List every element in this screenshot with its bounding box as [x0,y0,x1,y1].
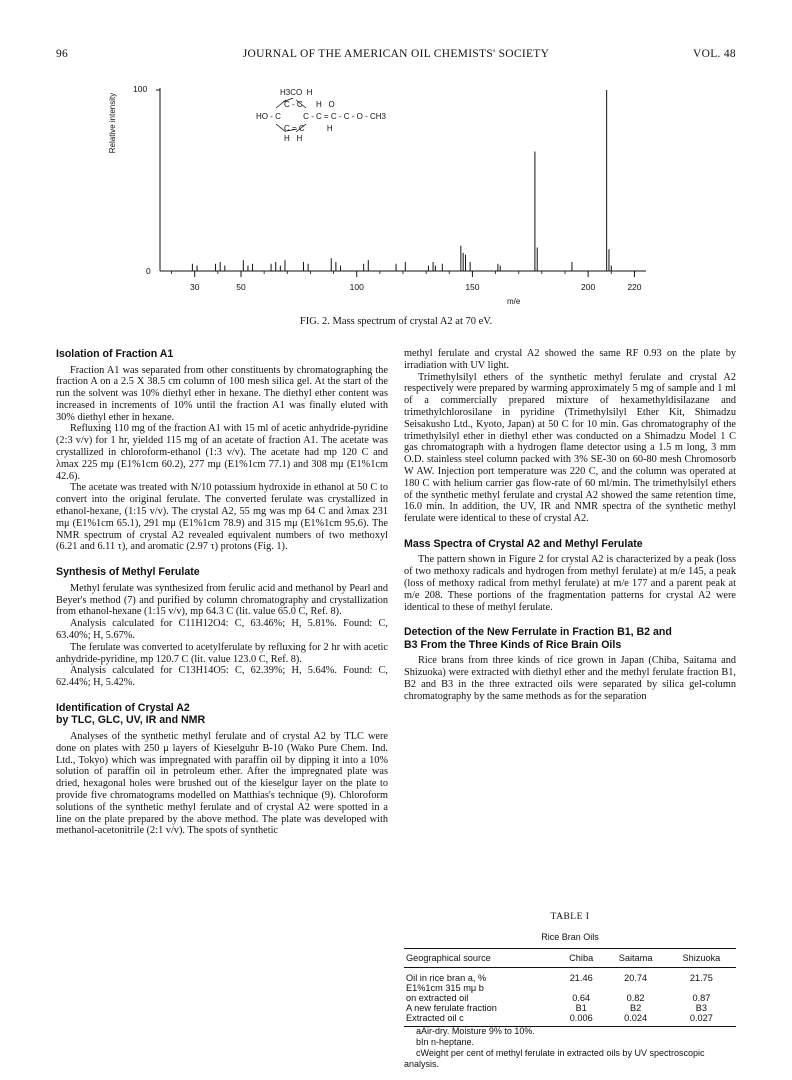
table-row [404,983,736,993]
journal-title: JOURNAL OF THE AMERICAN OIL CHEMISTS' SOCIETY [242,48,550,60]
table-cell: A new ferulate fraction [406,1003,497,1013]
y-tick-0: 0 [146,266,151,276]
table-header: Geographical source [404,949,558,968]
rice-bran-oils-table [404,948,736,1027]
paragraph: Analysis calculated for C13H14O5: C, 62.39%; H, 5.64%. Found: C, 62.44%; H, 5.42%. [56,665,388,689]
structure-line-4: C = C H [284,124,333,133]
x-tick-label: 30 [189,282,200,292]
paragraph: Rice brans from three kinds of rice grown in Japan (Chiba, Saitama and Shizuoka) were extracted with diethyl ether and the methyl ferulate fraction B1, B2 and B3 in the three extracted oils were separated by silica gel-column chromatography by the same methods as for the separation [404,655,736,702]
table-cell [604,983,666,993]
section-title-mass-spectra: Mass Spectra of Crystal A2 and Methyl Ferulate [404,537,643,550]
table-cell: 0.87 [692,993,711,1003]
section-title-detection: Detection of the New Ferrulate in Fraction B1, B2 and [404,626,672,639]
paragraph: Refluxing 110 mg of the fraction A1 with 15 ml of acetic anhydride-pyridine (2:3 v/v) for 1 hr, yielded 115 mg of an acetate of fraction A1. The acetate was crystallized in chloroform-ethanol (1:3 v/v). The acetate had mp 120 C and λmax 225 mμ (E1%1cm 60.2), 277 mμ (E1%1cm 77.1) and 308 mμ (E1%1cm 42.6). [56,423,388,482]
structure-line-2: C - C H O [284,100,335,109]
x-tick-label: 100 [349,282,364,292]
x-tick-label: 200 [581,282,596,292]
section-title-detection-line-2: B3 From the Three Kinds of Rice Brain Oils [404,638,622,651]
table-cell: E1%1cm 315 mμ b [406,983,484,993]
volume-label: VOL. 48 [693,48,736,60]
table-cell: 0.027 [667,1013,736,1027]
page-number: 96 [56,48,69,60]
table-header: Shizuoka [667,949,736,968]
structure-line-1: H3CO H [280,88,313,97]
table-footnotes [404,1026,736,1070]
right-column [404,348,736,703]
structure-line-3: HO - C C - C = C - C - O - CH3 [256,112,387,121]
table-footnote: aAir-dry. Moisture 9% to 10%. [416,1026,535,1036]
table-cell: 21.46 [569,973,593,983]
figure-caption: FIG. 2. Mass spectrum of crystal A2 at 70 eV. [299,316,493,327]
mass-spectrum-chart [0,0,792,320]
table-cell [558,983,604,993]
table-cell: 0.024 [604,1013,666,1027]
table-row [404,993,736,1003]
left-column [56,348,388,837]
table-row [404,1013,736,1027]
section-title-isolation: Isolation of Fraction A1 [56,348,174,360]
paragraph: Trimethylsilyl ethers of the synthetic methyl ferulate and crystal A2 respectively were prepared by warming approximately 5 mg of sample and 1 ml of a commercially prepared mixture of hexamethyldisilazane and trimethylchlorosilane in pyridine (Trimethylsilyl Ether Kit, Shimadzu Seisakusho Ltd., Kyoto, Japan) at 50 C for 10 min. Gas chromatography of the trimethylsilyl ether in diethyl ether was conducted on a Shimadzu Model 1 C gas chromatograph with a hydrogen flame detector using a 1.5 m long, 3 mm O.D. stainless steel column packed with 3% SE-30 on 60-80 mesh Chromosorb W AW. Injection port temperature was 220 C, and the column was operated at 180 C with helium carrier gas flow-rate of 60 ml/min. The trimethylsilyl ethers of the synthetic methyl ferulate and crystal A2 showed the same retention time, 16.0 min. In addition, the UV, IR and NMR spectra of the synthetic methyl ferulate were identical to these of crystal A2. [404,371,736,525]
table-cell: B3 [695,1003,708,1013]
table-header: Saitama [604,949,666,968]
section-title-synthesis: Synthesis of Methyl Ferulate [56,566,200,579]
table-header: Chiba [558,949,604,968]
section-title-identification-line-2: by TLC, GLC, UV, IR and NMR [56,714,206,727]
table-row [404,968,736,984]
x-tick-label: 150 [465,282,480,292]
table-header-row [404,949,736,968]
table-cell: 20.74 [624,973,648,983]
table-cell: on extracted oil [406,993,469,1003]
table-title: Rice Bran Oils [541,932,599,942]
paragraph: methyl ferulate and crystal A2 showed the same RF 0.93 on the plate by irradiation with UV light. [404,348,736,371]
x-tick-label: 50 [236,282,246,292]
x-axis-label: m/e [507,297,521,306]
structure-formula [256,88,456,148]
table-cell [667,983,736,993]
table-cell: B1 [575,1003,587,1013]
paragraph: Analyses of the synthetic methyl ferulate and of crystal A2 by TLC were done on plates with 250 μ layers of Kieselguhr B-10 (Wako Pure Chem. Ind. Ltd., Tokyo) which was impregnated with paraffin oil by dipping it into a 10% solution of paraffin oil in petroleum ether. After the impregnated plate was dried, hexagonal holes were brushed out of the kieselgur layer on the plate to provide five chromatograms modelled on Matthias's technique (9). Chloroform solutions of the synthetic methyl ferulate and of crystal A2 were spotted in a line on the plate prepared by the above method. The plate was developed with methanol-acetonitrile (2:1 v/v). The spots of synthetic [56,730,388,837]
table-cell: Extracted oil c [404,1013,558,1027]
y-tick-100: 100 [133,84,148,94]
paragraph: Methyl ferulate was synthesized from ferulic acid and methanol by Pearl and Beyer's method (7) and purified by column chromatography and crystallization from ethanol-hexane (1:15 v/v), mp 64.3 C (lit. value 65.0 C, Ref. 8). [56,582,388,618]
x-tick-label: 220 [627,282,642,292]
section-title-identification: Identification of Crystal A2 [56,701,190,714]
table-footnote: cWeight per cent of methyl ferulate in extracted oils by UV spectroscopic analysis. [404,1048,705,1069]
table-cell: 0.64 [572,993,591,1003]
table-cell: 0.82 [626,993,645,1003]
table-cell: Oil in rice bran a, % [406,973,487,983]
table-row [404,1003,736,1013]
table-footnote: bIn n-heptane. [416,1037,475,1047]
table-cell: 21.75 [689,973,713,983]
paragraph: The acetate was treated with N/10 potassium hydroxide in ethanol at 50 C to convert into the original ferulate. The converted ferulate was crystallized in ethanol-hexane, (1:15 v/v). The crystal A2, 55 mg was mp 64 C and λmax 231 mμ (E1%1cm 65.1), 291 mμ (E1%1cm 78.9) and 315 mμ (E1%1cm 95.6). The NMR spectrum of crystal A2 revealed equivalent numbers of two methoxyl (6.21 and 6.11 τ), and aromatic (2.97 τ) protons (Fig. 1). [56,482,388,553]
table-cell: 0.006 [558,1013,604,1027]
table-cell: B2 [629,1003,642,1013]
y-axis-label: Relative intensity [108,92,117,154]
paragraph: Analysis calculated for C11H12O4: C, 63.46%; H, 5.81%. Found: C, 63.40%; H, 5.67%. [56,618,388,641]
paragraph: The ferulate was converted to acetylferulate by refluxing for 2 hr with acetic anhydride-pyridine, mp 120.7 C (lit. value 123.0 C, Ref. 8). [56,641,388,665]
paragraph: Fraction A1 was separated from other constituents by chromatographing the fraction A on a 2.5 X 38.5 cm column of 100 mesh silica gel. At the start of the run the solvent was 10% diethyl ether in hexane. The diethyl ether content was increased in increments of 10% until the fraction A1 was finally eluted with 30% diethyl ether in hexane. [56,364,388,423]
structure-line-5: H H [284,134,303,143]
table-label: TABLE I [550,912,590,922]
paragraph: The pattern shown in Figure 2 for crystal A2 is characterized by a peak (loss of two methoxy radicals and hydrogen from methyl ferulate) at m/e 145, a peak (loss of methoxy radical from methyl ferulate) at m/e 177 and a parent peak at m/e 208. These portions of the fragmentation patterns for crystal A2 were identical to these of methyl ferulate. [404,554,736,613]
